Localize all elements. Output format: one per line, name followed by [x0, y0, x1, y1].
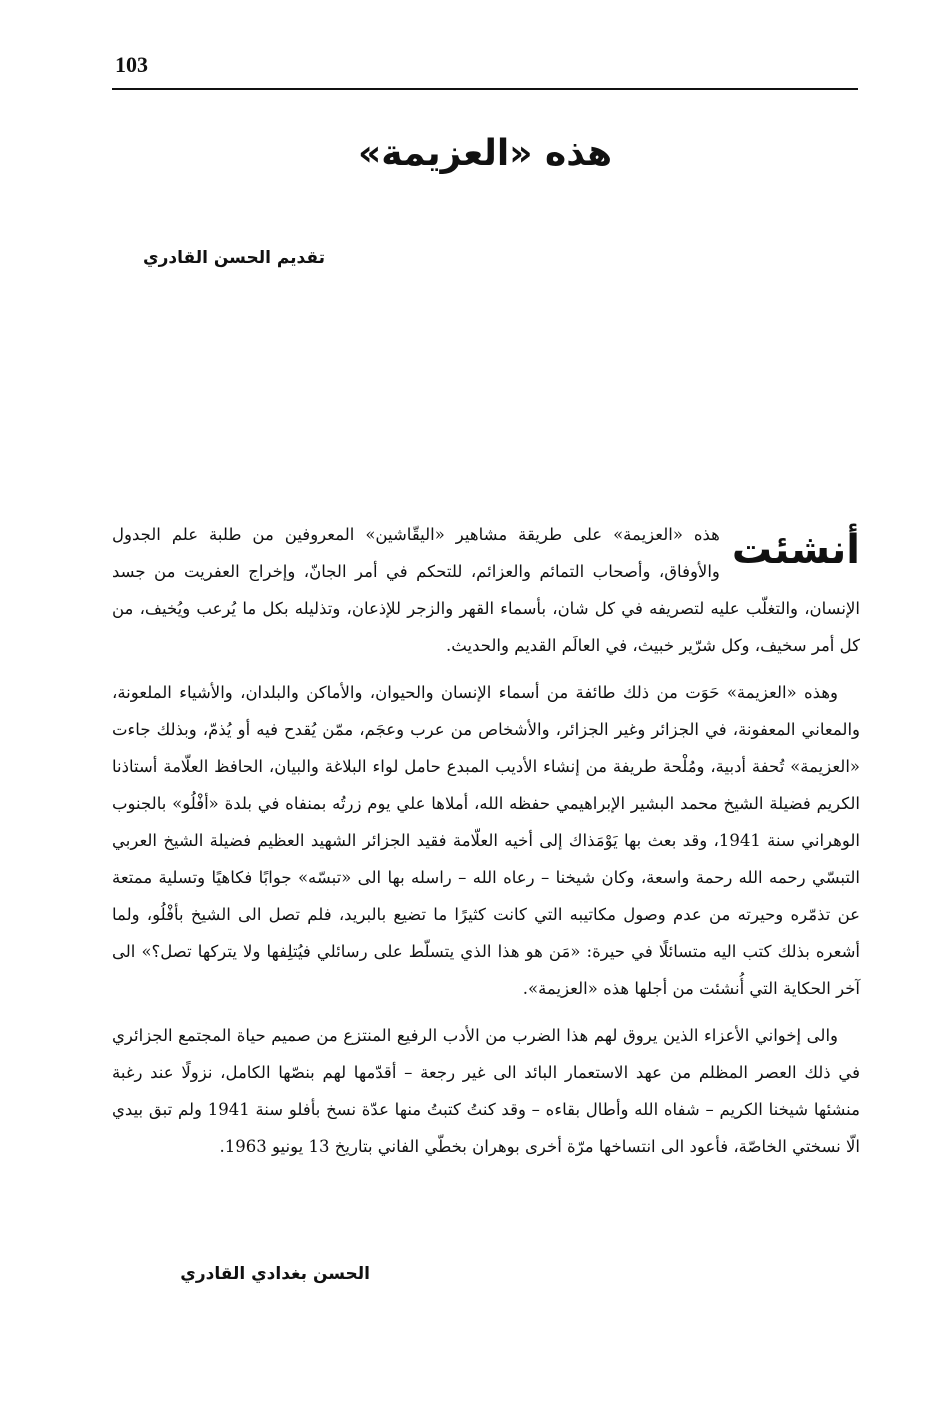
signature: الحسن بغدادي القادري	[180, 1264, 370, 1284]
body-text	[112, 516, 860, 1175]
page-number: 103	[115, 52, 148, 77]
page-title: هذه «العزيمة»	[357, 133, 613, 174]
header-rule	[112, 88, 858, 90]
dropcap-word: أنشئت	[731, 527, 860, 573]
paragraph-1-text: هذه «العزيمة» على طريقة مشاهير «اليقّاشين» المعروفين من طلبة علم الجدول والأوفاق، وأصحاب التمائم والعزائم، للتحكم في أمر الجانّ، وإخراج العفريت من جسد الإنسان، والتغلّب عليه لتصريفه في كل شان، بأسماء القهر والزجر للإذعان، وتذليله بكل ما يُرعب ويُخيف، من كل أمر سخيف، وكل شرّير خبيث، في العالَم القديم والحديث.	[112, 525, 860, 655]
introduction-credit: تقديم الحسن القادري	[143, 248, 325, 268]
paragraph-1	[112, 516, 860, 664]
paragraph-2: وهذه «العزيمة» حَوَت من ذلك طائفة من أسماء الإنسان والحيوان، والأماكن والبلدان، والأشياء الملعونة، والمعاني المعفونة، في الجزائر وغير الجزائر، والأشخاص من عرب وعجَم، ممّن يُقدح فيه أو يُذمّ، وبذلك جاءت «العزيمة» تُحفة أدبية، ومُلْحة طريفة من إنشاء الأديب المبدع حامل لواء البلاغة والبيان، الحافظ العلّامة أستاذنا الكريم فضيلة الشيخ محمد البشير الإبراهيمي حفظه الله، أملاها علي يوم زرتُه بمنفاه في بلدة «أفْلُو» بالجنوب الوهراني سنة 1941، وقد بعث بها يَوْمَذاك إلى أخيه العلّامة فقيد الجزائر الشهيد العظيم فضيلة الشيخ العربي التبسّي رحمه الله رحمة واسعة، وكان شيخنا – رعاه الله – راسله بها الى «تبسّه» جوابًا فكاهيًا وتسلية ممتعة عن تذمّره وحيرته من عدم وصول مكاتيبه التي كانت كثيرًا ما تضيع بالبريد، فلم تصل الى الشيخ بأفْلُو، ولما أشعره بذلك كتب اليه متسائلًا في حيرة: «مَن هو هذا الذي يتسلّط على رسائلي فيُتلِفها ولا يتركها تصل؟» الى آخر الحكاية التي أُنشئت من أجلها هذه «العزيمة».	[112, 683, 860, 998]
paragraph-3: والى إخواني الأعزاء الذين يروق لهم هذا الضرب من الأدب الرفيع المنتزع من صميم حياة المجتمع الجزائري في ذلك العصر المظلم من عهد الاستعمار البائد الى غير رجعة – أقدّمها لهم بنصّها الكامل، نزولًا عند رغبة منشئها شيخنا الكريم – شفاه الله وأطال بقاءه – وقد كنتُ كتبتُ منها عدّة نسخ بأفلو سنة 1941 ولم تبق بيدي الّا نسختي الخاصّة، فأعود الى انتساخها مرّة أخرى بوهران بخطّي الفاني بتاريخ 13 يونيو 1963.	[112, 1026, 860, 1156]
